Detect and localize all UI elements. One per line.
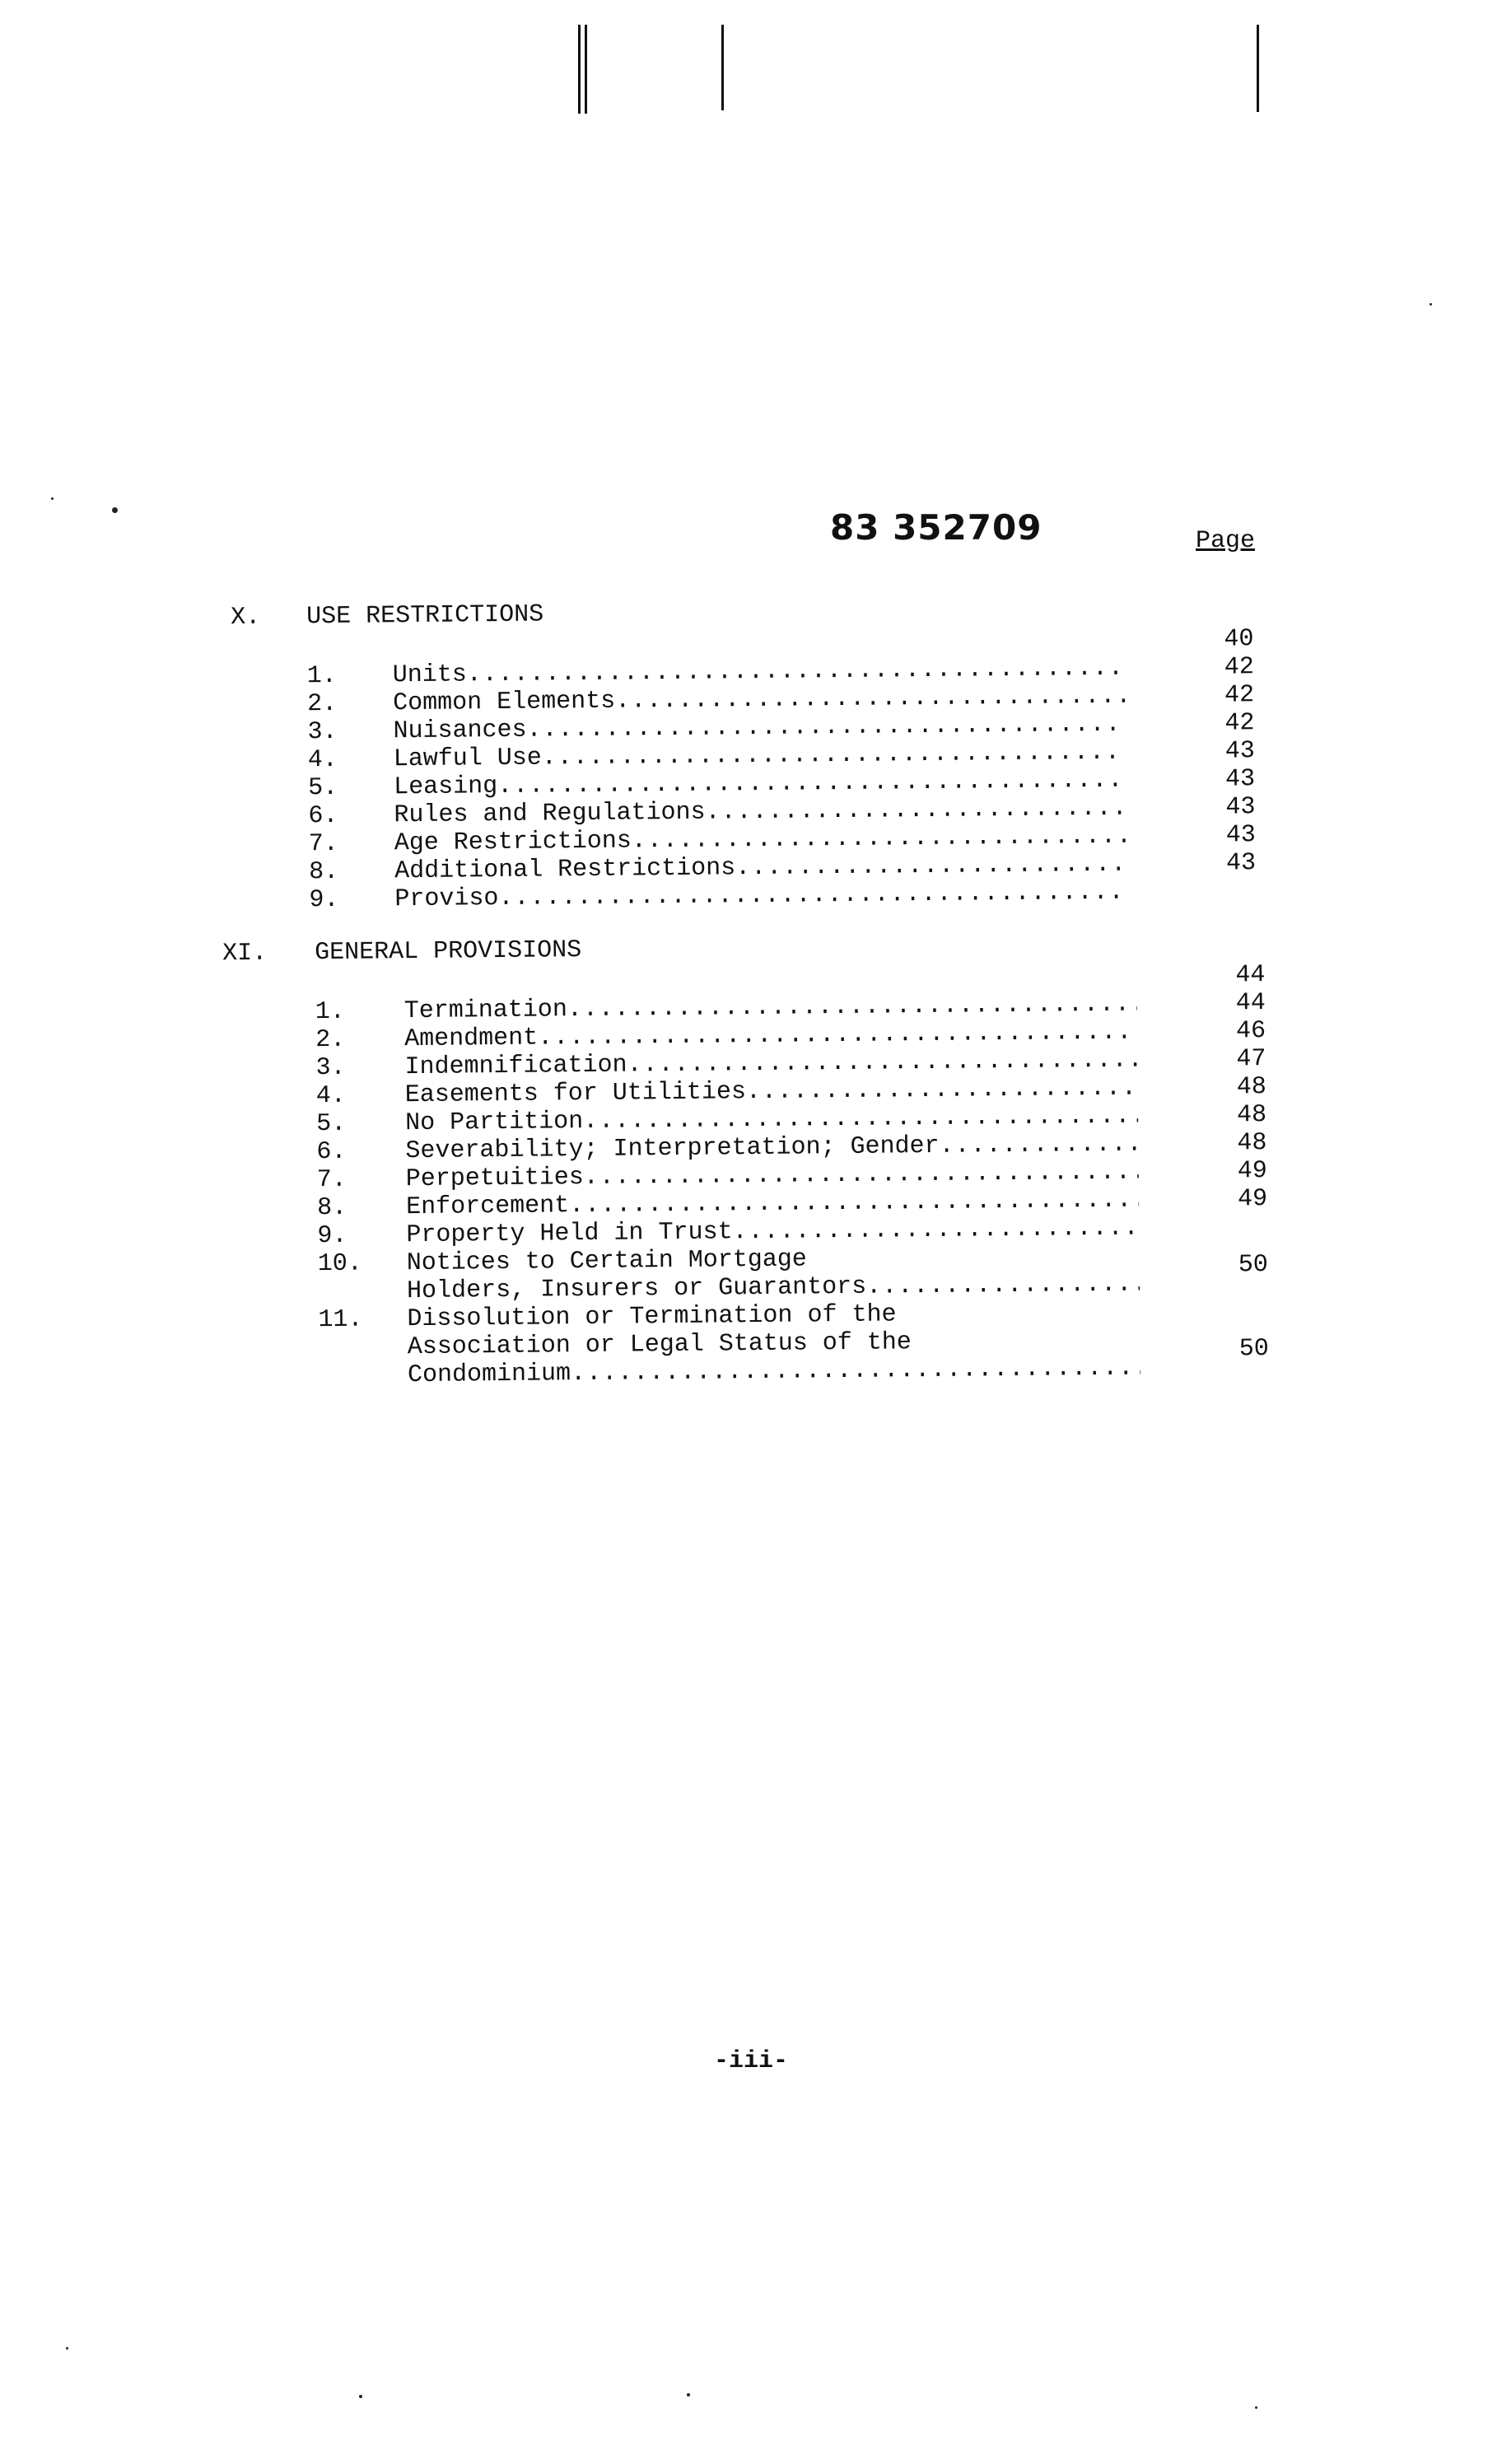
entry-number: 8. [316, 1193, 348, 1223]
entry-title: Units [392, 660, 468, 690]
entry-page: 43 [1225, 793, 1256, 822]
entry-title-continued: Association or Legal Status of the [407, 1328, 912, 1362]
entry-title: Termination [403, 996, 568, 1026]
entry-text [407, 1243, 1140, 1306]
dot-leader [866, 1271, 1140, 1301]
dot-leader [735, 851, 1127, 883]
entry-page: 42 [1224, 709, 1255, 738]
scan-mark [578, 25, 581, 114]
page-column-header: Page [1196, 527, 1256, 555]
scan-speck [51, 497, 54, 500]
scan-speck [112, 507, 118, 513]
dot-leader [632, 823, 1127, 856]
scan-mark [721, 25, 724, 110]
entry-number: 4. [307, 745, 338, 775]
entry-page: 42 [1224, 653, 1254, 682]
dot-leader [746, 1075, 1138, 1107]
dot-leader [705, 795, 1126, 827]
entry-number: 7. [316, 1165, 347, 1195]
scan-speck [359, 2395, 362, 2398]
entry-title: Indemnification [404, 1051, 627, 1082]
entry-page: 50 [1238, 1251, 1269, 1280]
entry-title: Nuisances [393, 716, 527, 746]
entry-title: Enforcement [405, 1192, 570, 1222]
entry-title: Amendment [404, 1024, 539, 1054]
scan-speck [1430, 303, 1432, 306]
section-numeral: X. [230, 603, 261, 632]
entry-number: 2. [315, 1025, 346, 1055]
entry-number: 3. [315, 1053, 346, 1083]
entry-page: 44 [1235, 961, 1266, 990]
entry-title: Proviso [394, 884, 499, 914]
entry-title: Lawful Use [393, 744, 543, 774]
entry-number: 5. [315, 1109, 347, 1139]
entry-title: Severability; Interpretation; Gender [405, 1132, 940, 1166]
entry-title: Property Held in Trust [406, 1218, 733, 1250]
dot-leader [498, 879, 1127, 912]
entry-title: Notices to Certain Mortgage [406, 1245, 808, 1278]
entry-number: 8. [308, 857, 339, 887]
scan-mark [585, 25, 587, 114]
entry-number: 9. [317, 1221, 348, 1251]
scan-speck [687, 2393, 690, 2396]
entry-page: 43 [1225, 821, 1256, 850]
entry-number: 4. [315, 1081, 347, 1111]
entry-title-continued: Condominium [407, 1360, 571, 1390]
entry-title-continued: Holders, Insurers or Guarantors [406, 1272, 867, 1306]
entry-number: 11. [318, 1305, 363, 1335]
entry-title: No Partition [404, 1108, 584, 1138]
entry-title: Additional Restrictions [394, 854, 736, 886]
entry-page: 49 [1237, 1157, 1267, 1186]
entry-title: Dissolution or Termination of the [407, 1300, 897, 1334]
entry-page: 44 [1235, 989, 1266, 1018]
entry-title: Easements for Utilities [404, 1078, 747, 1110]
entry-page: 43 [1225, 849, 1257, 878]
section-title: USE RESTRICTIONS [306, 600, 544, 632]
entry-page: 42 [1224, 681, 1255, 710]
scan-speck [66, 2347, 68, 2350]
entry-number: 9. [309, 885, 339, 915]
entry-page: 49 [1237, 1185, 1268, 1214]
entry-title: Perpetuities [405, 1164, 585, 1194]
section-use-restrictions [0, 591, 1502, 915]
dot-leader [571, 1355, 1140, 1388]
scan-speck [1255, 2406, 1257, 2409]
entry-number: 3. [307, 717, 338, 747]
dot-leader [939, 1131, 1138, 1160]
entry-text [407, 1299, 1140, 1390]
entry-number: 6. [316, 1137, 347, 1167]
section-numeral: XI. [222, 939, 268, 968]
section-general-provisions [0, 927, 1502, 1390]
section-title: GENERAL PROVISIONS [315, 936, 582, 968]
page-number: -iii- [713, 2047, 788, 2075]
entry-page: 47 [1236, 1045, 1266, 1074]
toc-entry [1, 961, 1502, 1027]
entry-page: 50 [1238, 1335, 1269, 1364]
entry-page: 40 [1224, 625, 1254, 654]
entry-title: Age Restrictions [394, 827, 632, 858]
entry-number: 1. [315, 997, 346, 1027]
entry-page: 48 [1237, 1129, 1267, 1158]
entry-number: 2. [307, 689, 338, 719]
entry-number: 10. [317, 1249, 362, 1279]
entry-number: 7. [308, 829, 338, 859]
entry-title: Rules and Regulations [394, 798, 706, 830]
entry-page: 43 [1224, 765, 1256, 794]
entry-title: Common Elements [393, 687, 616, 718]
dot-leader [732, 1215, 1139, 1247]
entry-page: 48 [1236, 1101, 1267, 1130]
entry-title: Leasing [393, 772, 498, 802]
document-number: 83 352709 [830, 507, 1043, 548]
entry-number: 1. [306, 661, 338, 691]
scan-mark [1257, 25, 1259, 112]
entry-page: 48 [1236, 1073, 1266, 1102]
entry-number: 6. [308, 801, 338, 831]
entry-number: 5. [307, 773, 338, 803]
entry-text [394, 879, 1127, 914]
entry-page: 43 [1224, 737, 1255, 766]
entry-page: 46 [1235, 1017, 1266, 1046]
